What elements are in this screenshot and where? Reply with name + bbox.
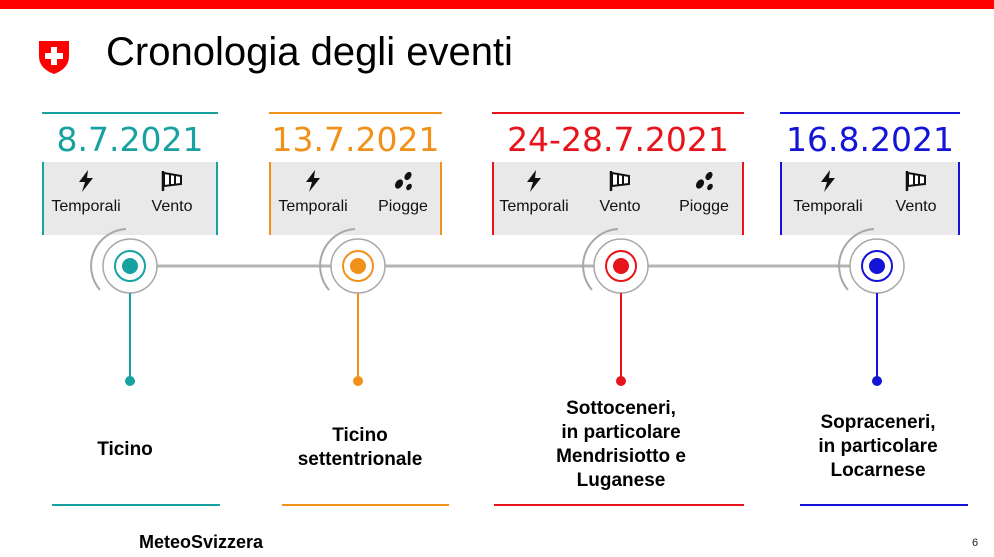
timeline-node-4: [839, 229, 904, 386]
place-line: Ticino: [97, 439, 153, 460]
timeline-node-3: [583, 229, 648, 386]
timeline-node-2: [320, 229, 385, 386]
event-date: 8.7.2021: [56, 120, 204, 159]
hazard-label: Temporali: [499, 198, 569, 215]
place-line: in particolare: [818, 436, 938, 457]
hazard-label: Piogge: [378, 198, 428, 215]
timeline-node-1: [91, 229, 157, 386]
hazard-label: Temporali: [51, 198, 121, 215]
page-title: Cronologia degli eventi: [106, 30, 513, 74]
brand-wordmark: MeteoSvizzera: [139, 532, 264, 552]
hazard-label: Temporali: [793, 198, 863, 215]
event-place-2: [270, 424, 450, 472]
place-line: Sopraceneri,: [820, 412, 936, 433]
place-line: in particolare: [561, 422, 681, 443]
event-place-4: [783, 411, 973, 483]
hazard-label: Vento: [151, 198, 193, 215]
hazard-label: Piogge: [679, 198, 729, 215]
bottom-line-4: [800, 504, 968, 506]
hazard-label: Temporali: [278, 198, 348, 215]
place-line: Mendrisiotto e: [556, 446, 686, 467]
place-line: Luganese: [576, 470, 666, 491]
place-line: Sottoceneri,: [566, 398, 676, 419]
place-line: settentrionale: [297, 449, 423, 470]
hazard-label: Vento: [895, 198, 937, 215]
place-line: Ticino: [332, 425, 388, 446]
event-date: 16.8.2021: [786, 120, 954, 159]
bottom-line-1: [52, 504, 220, 506]
event-place-3: [521, 397, 721, 493]
place-line: Locarnese: [830, 460, 926, 481]
event-date: 13.7.2021: [271, 120, 440, 159]
bottom-line-3: [494, 504, 744, 506]
bottom-line-2: [282, 504, 449, 506]
event-date: 24-28.7.2021: [507, 120, 729, 159]
event-place-1: [50, 438, 200, 462]
page-number: 6: [972, 537, 979, 549]
hazard-label: Vento: [599, 198, 641, 215]
